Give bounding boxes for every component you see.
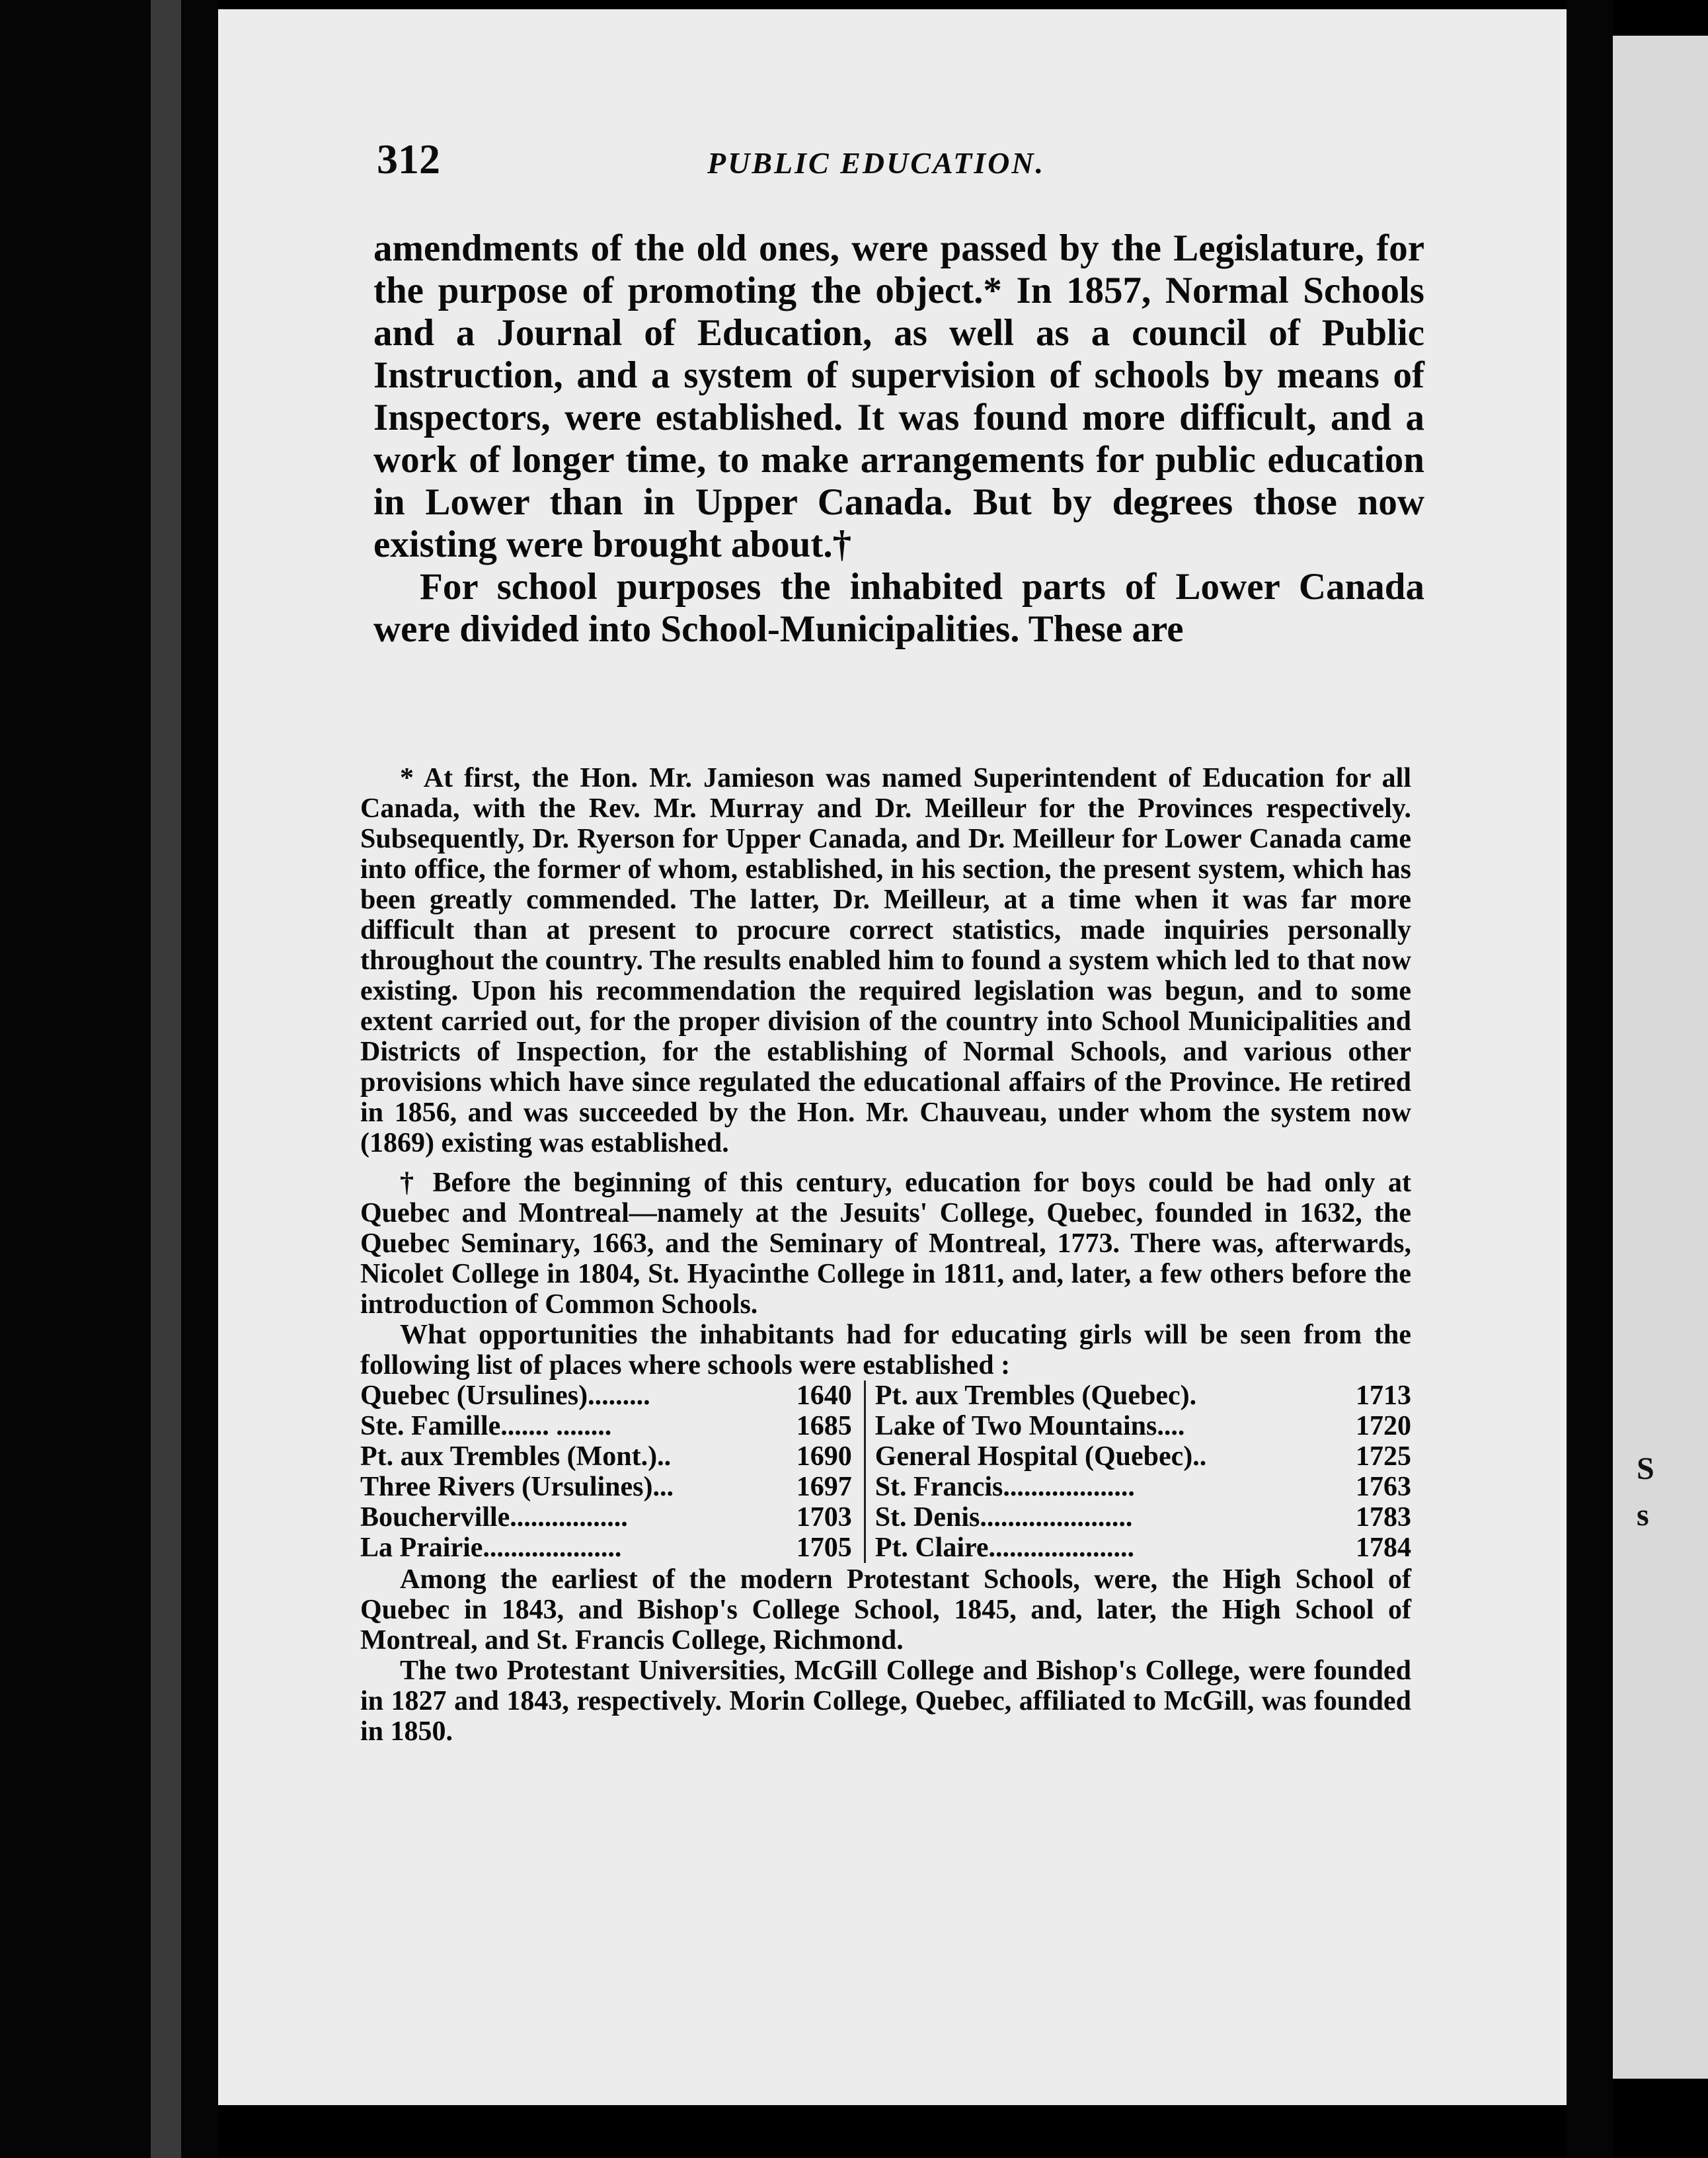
- school-place: St. Francis...................: [874, 1472, 1135, 1502]
- school-year: 1697: [781, 1472, 865, 1502]
- book-gutter: [1567, 0, 1613, 2158]
- footnotes: [360, 763, 1411, 1747]
- running-title: PUBLIC EDUCATION.: [707, 146, 1046, 180]
- school-year: 1784: [1356, 1533, 1411, 1563]
- girls-schools-table: [360, 1380, 1411, 1563]
- table-row: [360, 1411, 1411, 1441]
- school-year: 1720: [1356, 1411, 1411, 1441]
- girls-schools-intro: What opportunities the inhabitants had for educating girls will be seen from the following list of places where schools were established :: [360, 1320, 1411, 1380]
- school-place: Quebec (Ursulines).........: [360, 1380, 650, 1411]
- school-place: General Hospital (Quebec)..: [874, 1441, 1207, 1472]
- school-year: 1725: [1356, 1441, 1411, 1472]
- table-row: [360, 1441, 1411, 1472]
- school-place: Pt. aux Trembles (Mont.)..: [360, 1441, 672, 1472]
- page-header: [377, 135, 1355, 188]
- adjacent-page-text: S: [1637, 1451, 1654, 1486]
- adjacent-page-text: s: [1637, 1498, 1649, 1533]
- school-year: 1703: [781, 1502, 865, 1533]
- table-row: [360, 1472, 1411, 1502]
- school-place: La Prairie....................: [360, 1533, 622, 1563]
- school-place: Lake of Two Mountains....: [874, 1411, 1185, 1441]
- book-binding-edge: [151, 0, 181, 2158]
- school-place: Pt. Claire.....................: [874, 1533, 1135, 1563]
- table-row: [360, 1502, 1411, 1533]
- school-place: St. Denis......................: [874, 1502, 1133, 1533]
- table-row: [360, 1380, 1411, 1411]
- table-row: [360, 1533, 1411, 1563]
- school-place: Boucherville.................: [360, 1502, 628, 1533]
- page-number: 312: [377, 136, 440, 182]
- universities-paragraph: The two Protestant Universities, McGill College and Bishop's College, were founded in 1827 and 1843, respectively. Morin College, Quebec, affiliated to McGill, was founded in 1850.: [360, 1656, 1411, 1747]
- school-year: 1705: [781, 1533, 865, 1563]
- school-year: 1783: [1356, 1502, 1411, 1533]
- footnote-dagger: † Before the beginning of this century, education for boys could be had only at Quebec and Montreal—namely at the Jesuits' College, Quebec, founded in 1632, the Quebec Seminary, 1663, and the Seminary of Montreal, 1773. There was, afterwards, Nicolet College in 1804, St. Hyacinthe College in 1811, and, later, a few others before the introduction of Common Schools.: [360, 1168, 1411, 1320]
- school-year: 1763: [1356, 1472, 1411, 1502]
- school-year: 1690: [781, 1441, 865, 1472]
- school-place: Pt. aux Trembles (Quebec).: [874, 1380, 1197, 1411]
- school-place: Ste. Famille....... ........: [360, 1411, 612, 1441]
- adjacent-page-edge: [1613, 36, 1708, 2079]
- body-paragraph: amendments of the old ones, were passed by the Legislature, for the purpose of promoting the object.* In 1857, Normal Schools and a Journal of Education, as well as a council of Public Instruction, and a system of supervision of schools by means of Inspectors, were established. It was found more difficult, and a work of longer time, to make arrangements for public education in Lower than in Upper Canada. But by degrees those now existing were brought about.†: [373, 227, 1424, 565]
- footnote-star: * At first, the Hon. Mr. Jamieson was named Superintendent of Education for all Canada, with the Rev. Mr. Murray and Dr. Meilleur for the Provinces respectively. Subsequently, Dr. Ryerson for Upper Canada, and Dr. Meilleur for Lower Canada came into office, the former of whom, established, in his section, the present system, which has been greatly commended. The latter, Dr. Meilleur, at a time when it was far more difficult than at present to procure correct statistics, made inquiries personally throughout the country. The results enabled him to found a system which led to that now existing. Upon his recommendation the required legislation was begun, and to some extent carried out, for the proper division of the country into School Municipalities and Districts of Inspection, for the establishing of Normal Schools, and various other provisions which have since regulated the educational affairs of the Province. He retired in 1856, and was succeeded by the Hon. Mr. Chauveau, under whom the system now (1869) existing was established.: [360, 763, 1411, 1158]
- school-year: 1640: [781, 1380, 865, 1411]
- school-year: 1713: [1356, 1380, 1411, 1411]
- book-page: [218, 9, 1567, 2105]
- protestant-schools-paragraph: Among the earliest of the modern Protestant Schools, were, the High School of Quebec in 1843, and Bishop's College School, 1845, and, later, the High School of Montreal, and St. Francis College, Richmond.: [360, 1564, 1411, 1656]
- scan-left-margin: [0, 0, 218, 2158]
- school-year: 1685: [781, 1411, 865, 1441]
- main-body-text: [373, 227, 1424, 651]
- body-paragraph: For school purposes the inhabited parts of Lower Canada were divided into School-Municipalities. These are: [373, 566, 1424, 650]
- school-place: Three Rivers (Ursulines)...: [360, 1472, 674, 1502]
